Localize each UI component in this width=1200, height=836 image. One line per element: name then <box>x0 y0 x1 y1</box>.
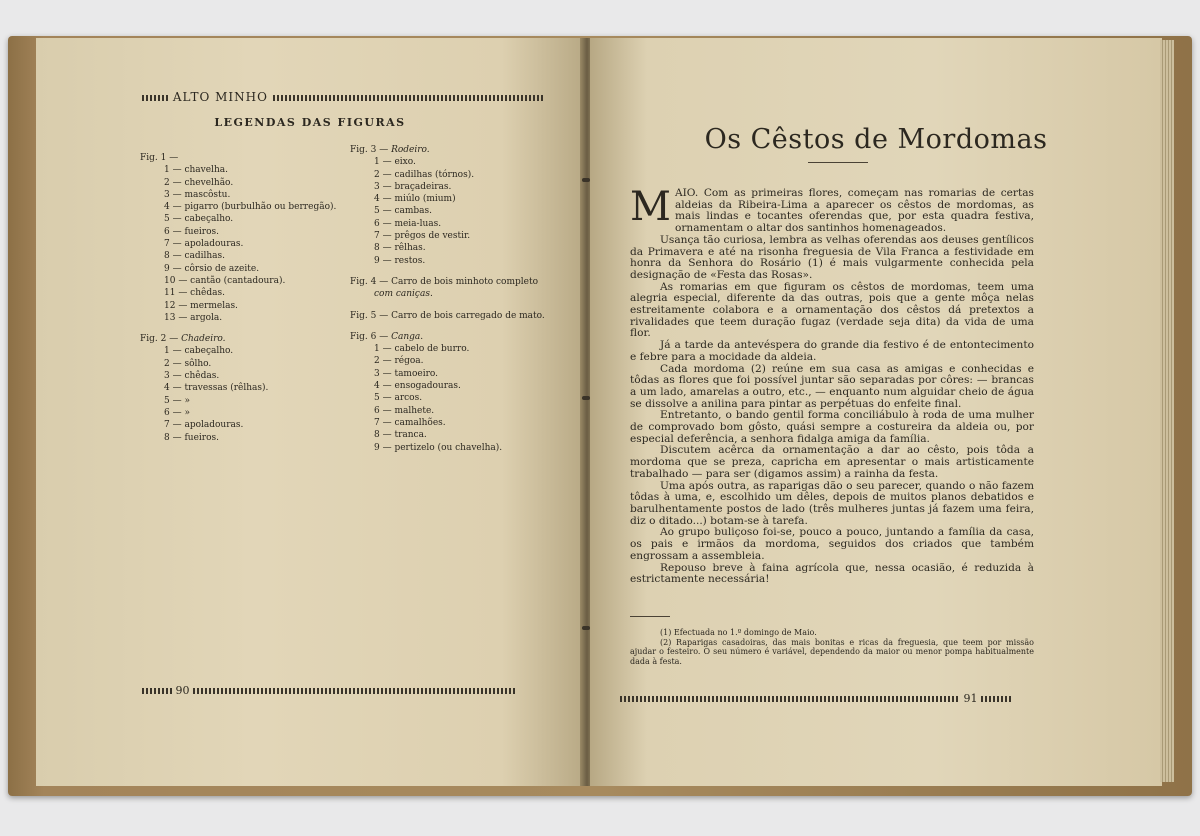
paragraph: Entretanto, o bando gentil forma conciliábulo à roda de uma mulher de comprovado bom gôsto, quási sempre a costureira da aldeia ou, por especial deferência, a senhora fidalga amiga da família. <box>630 409 1034 445</box>
legend-item: 4 — travessas (rêlhas). <box>164 383 269 394</box>
legend-item: 5 — arcos. <box>374 393 423 404</box>
legend-item: 8 — rêlhas. <box>374 243 426 254</box>
paragraph: Repouso breve à faina agrícola que, nessa ocasião, é reduzida à estrictamente necessária! <box>630 561 1034 586</box>
legend-item: 1 — cabeçalho. <box>164 346 234 357</box>
fig6-head: Fig. 6 — Canga. <box>350 331 424 342</box>
legend-item: 2 — cadilhas (tórnos). <box>374 169 475 180</box>
legend-item: 1 — cabelo de burro. <box>374 344 470 355</box>
paragraph: Ao grupo buliçoso foi-se, pouco a pouco, juntando a família da casa, os pais e irmãos da mordoma, seguidos dos criados que também engrossam a assembleia. <box>630 526 1034 562</box>
paragraph: Uma após outra, as raparigas dão o seu parecer, quando o não fazem tôdas à uma, e, escolhido um dêles, depois de muitos planos debatidos e barulhentamente postos de lado (três mulheres juntas já fazem uma feira, diz o ditado...) botam-se à tarefa. <box>630 479 1034 527</box>
legend-item: 7 — camalhões. <box>374 417 446 428</box>
legend-column-left <box>140 152 350 444</box>
legend-item: 2 — sôlho. <box>164 358 212 369</box>
drop-cap: M <box>630 184 671 230</box>
legend-item: 1 — eixo. <box>374 157 416 168</box>
title-rule <box>808 162 868 163</box>
legend-item: 5 — cabeçalho. <box>164 214 234 225</box>
legend-item: 9 — restos. <box>374 255 426 266</box>
right-footer <box>620 692 1011 705</box>
legend-item: 5 — » <box>164 395 190 406</box>
fig1-head: Fig. 1 — <box>140 153 179 163</box>
footnote-rule <box>630 616 670 617</box>
legend-item: 6 — » <box>164 407 190 418</box>
legend-item: 10 — cantão (cantadoura). <box>164 275 286 286</box>
legend-item: 7 — apoladouras. <box>164 239 244 250</box>
legend-item: 3 — tamoeiro. <box>374 368 439 379</box>
legend-item: 6 — meia-luas. <box>374 218 442 229</box>
paragraph: Usança tão curiosa, lembra as velhas oferendas aos deuses gentílicos da Primavera e até na risonha freguesia de Vila Franca a festividade em honra da Senhora do Rosário (1) é mais vulgarmente conhecida pela designação de «Festa das Rosas». <box>630 233 1034 281</box>
legend-item: 13 — argola. <box>164 312 223 323</box>
legend-item: 4 — miúlo (mium) <box>374 194 456 205</box>
fig3-head: Fig. 3 — Rodeiro. <box>350 145 430 155</box>
fig2-head: Fig. 2 — Chadeiro. <box>140 334 226 345</box>
legend-item: 4 — ensogadouras. <box>374 381 461 392</box>
legend-item: 12 — mermelas. <box>164 300 238 311</box>
left-page <box>36 38 584 786</box>
page-number-right: 91 <box>963 692 978 705</box>
legend-item: 9 — pertizelo (ou chavelha). <box>374 442 503 453</box>
legend-item: 6 — fueiros. <box>164 226 219 237</box>
chapter-title: Os Cêstos de Mordomas <box>704 124 1048 155</box>
paragraph: MAIO. Com as primeiras flores, começam nas romarias de certas aldeias da Ribeira-Lima a aparecer os cêstos de mordomas, as mais lindas e tocantes oferendas que, por esta quadra festiva, ornamentam o altar dos santinhos homenageados. <box>630 184 1034 235</box>
legend-item: 11 — chêdas. <box>164 288 225 299</box>
left-footer <box>142 684 515 697</box>
binding-stitch <box>582 178 590 182</box>
paragraph: Cada mordoma (2) reúne em sua casa as amigas e conhecidas e tôdas as flores que foi possível juntar são separadas por côres: — brancas a um lado, amarelas a outro, etc., — enquanto num alguidar cheio de água se dissolve a anilina para pintar as perpétuas do enfeite final. <box>630 362 1034 410</box>
binding-stitch <box>582 626 590 630</box>
paragraph: Já a tarde da antevéspera do grande dia festivo é de entontecimento e febre para a mocidade da aldeia. <box>630 339 1034 363</box>
binding-stitch <box>582 396 590 400</box>
legend-item: 8 — fueiros. <box>164 432 219 443</box>
fig6-name: Canga. <box>391 331 424 342</box>
legend-item: 7 — prêgos de vestir. <box>374 231 471 242</box>
legend-item: 2 — chevelhão. <box>164 177 234 188</box>
legend-item: 9 — côrsio de azeite. <box>164 263 260 274</box>
running-head-text: ALTO MINHO <box>172 90 268 104</box>
paragraph: As romarias em que figuram os cêstos de mordomas, teem uma alegria especial, diferente da das outras, pois que a gente môça nelas estreitamente colabora e a ornamentação dos cêstos dá pretextos a rivalidades que teem duração fugaz (verdade seja dita) da vida de uma flor. <box>630 280 1034 340</box>
fig4-head: Fig. 4 — Carro de bois minhoto completo <box>350 276 539 287</box>
footnote: (2) Raparigas casadoiras, das mais bonitas e ricas da freguesia, que teem por missão ajudar o festeiro. O seu número é variável, dependendo da maior ou menor pompa habitualmente dada à festa. <box>630 637 1034 666</box>
running-head <box>142 90 545 104</box>
legend-item: 8 — tranca. <box>374 430 427 441</box>
fig5-head: Fig. 5 — Carro de bois carregado de mato. <box>350 310 545 321</box>
footnotes <box>630 628 1034 666</box>
legend-item: 6 — malhete. <box>374 405 435 416</box>
legend-item: 1 — chavelha. <box>164 165 228 176</box>
legend-title: LEGENDAS DAS FIGURAS <box>214 116 406 129</box>
paragraph: Discutem acêrca da ornamentação a dar ao cêsto, pois tôda a mordoma que se preza, capricha em apresentar o mais artisticamente trabalhado — para ser (digamos assim) a rainha da festa. <box>630 444 1034 480</box>
page-edges <box>1160 40 1174 782</box>
legend-item: 5 — cambas. <box>374 206 432 217</box>
fig3-name: Rodeiro. <box>391 145 430 155</box>
fig2-name: Chadeiro. <box>181 334 226 345</box>
footnote: (1) Efectuada no 1.º domingo de Maio. <box>660 628 817 637</box>
right-page <box>590 38 1162 786</box>
body-text <box>630 184 1034 586</box>
legend-item: 4 — pigarro (burbulhão ou berregão). <box>164 202 337 213</box>
legend-item: 7 — apoladouras. <box>164 420 244 431</box>
legend-item: 3 — chêdas. <box>164 371 220 382</box>
legend-item: 2 — régoa. <box>374 356 424 367</box>
legend-item: 8 — cadilhas. <box>164 251 226 262</box>
legend-item: 3 — mascôstu. <box>164 189 231 200</box>
legend-column-right <box>350 144 570 454</box>
page-number-left: 90 <box>175 684 190 697</box>
fig4-text-cont: com caniças. <box>374 289 433 300</box>
legend-item: 3 — braçadeiras. <box>374 181 452 192</box>
